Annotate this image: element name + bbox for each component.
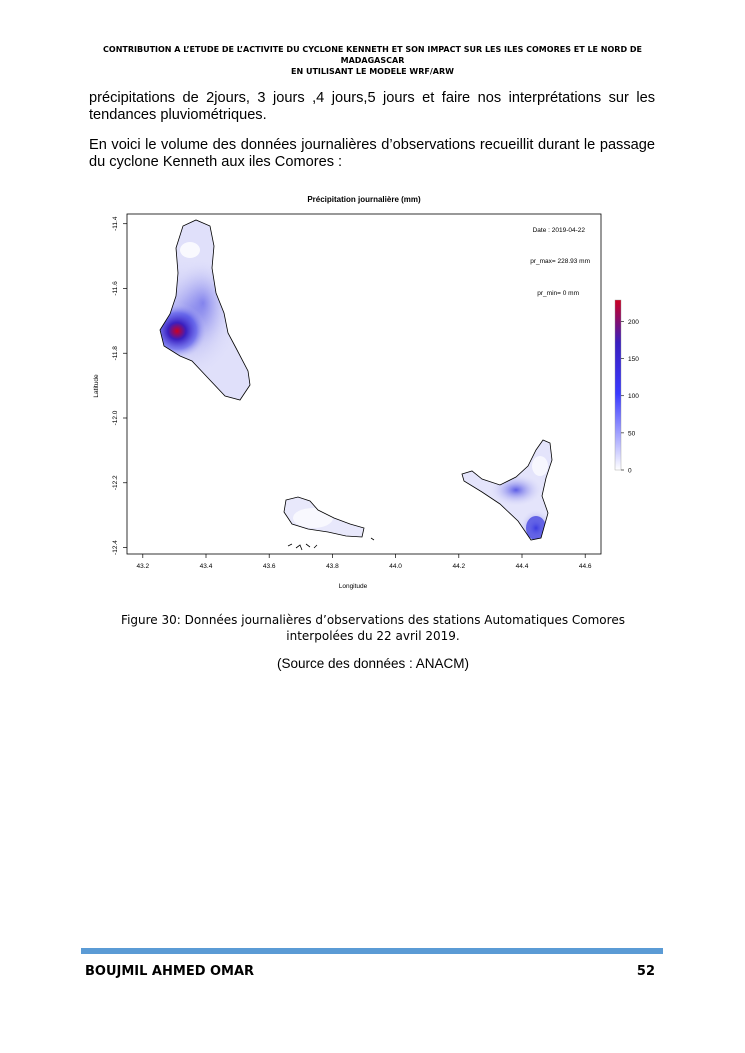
x-axis-ticks <box>136 554 591 570</box>
colorbar <box>615 300 621 470</box>
x-tick-label: 44.0 <box>389 563 402 570</box>
x-tick-label: 43.4 <box>199 563 213 570</box>
y-tick-label: -12.4 <box>112 540 119 555</box>
x-tick-label: 44.6 <box>578 563 592 570</box>
running-header <box>80 44 665 77</box>
colorbar-tick-label: 100 <box>628 393 639 401</box>
annotation-pr-max: pr_max= 228.93 mm <box>530 258 590 265</box>
annotation-pr-min: pr_min= 0 mm <box>537 290 579 297</box>
footer-divider <box>81 948 663 954</box>
colorbar-tick-label: 50 <box>628 430 636 438</box>
page-number: 52 <box>636 964 655 979</box>
body-paragraph-2: En voici le volume des données journalières d’observations recueillit durant le passage du cyclone Kenneth aux iles Comores : <box>89 137 655 170</box>
precipitation-map-figure <box>88 188 658 600</box>
y-tick-label: -12.0 <box>112 410 119 426</box>
x-tick-label: 43.8 <box>326 563 339 570</box>
x-tick-label: 44.4 <box>515 563 529 570</box>
y-tick-label: -11.6 <box>112 281 119 296</box>
x-tick-label: 43.2 <box>136 563 150 570</box>
header-line-2: EN UTILISANT LE MODELE WRF/ARW <box>291 67 454 76</box>
body-paragraph-1: précipitations de 2jours, 3 jours ,4 jours,5 jours et faire nos interprétations sur les tendances pluviométriques. <box>89 90 655 123</box>
figure-source: (Source des données : ANACM) <box>276 656 470 671</box>
y-axis-label: Latitude <box>93 374 100 398</box>
x-tick-label: 43.6 <box>262 563 276 570</box>
y-tick-label: -12.2 <box>112 475 119 491</box>
chart-title: Précipitation journalière (mm) <box>307 195 421 204</box>
colorbar-tick-label: 150 <box>628 356 639 364</box>
y-tick-label: -11.8 <box>112 346 119 361</box>
colorbar-tick-label: 0 <box>628 467 632 475</box>
colorbar-tick-label: 200 <box>628 318 639 326</box>
figure-caption: Figure 30: Données journalières d’observations des stations Automatiques Comores interpolées du 22 avril 2019. <box>121 613 625 643</box>
y-tick-label: -11.4 <box>112 216 119 231</box>
annotation-date: Date : 2019-04-22 <box>532 227 585 234</box>
header-line-1: CONTRIBUTION A L’ETUDE DE L’ACTIVITE DU CYCLONE KENNETH ET SON IMPACT SUR LES ILES COMORES ET LE NORD DE MADAGASCAR <box>103 45 642 65</box>
colorbar-ticks <box>621 319 639 475</box>
x-axis-label: Longitude <box>338 583 368 590</box>
y-axis-ticks <box>112 216 127 555</box>
precipitation-map <box>88 188 658 600</box>
x-tick-label: 44.2 <box>452 563 466 570</box>
footer-author: BOUJMIL AHMED OMAR <box>85 964 255 979</box>
